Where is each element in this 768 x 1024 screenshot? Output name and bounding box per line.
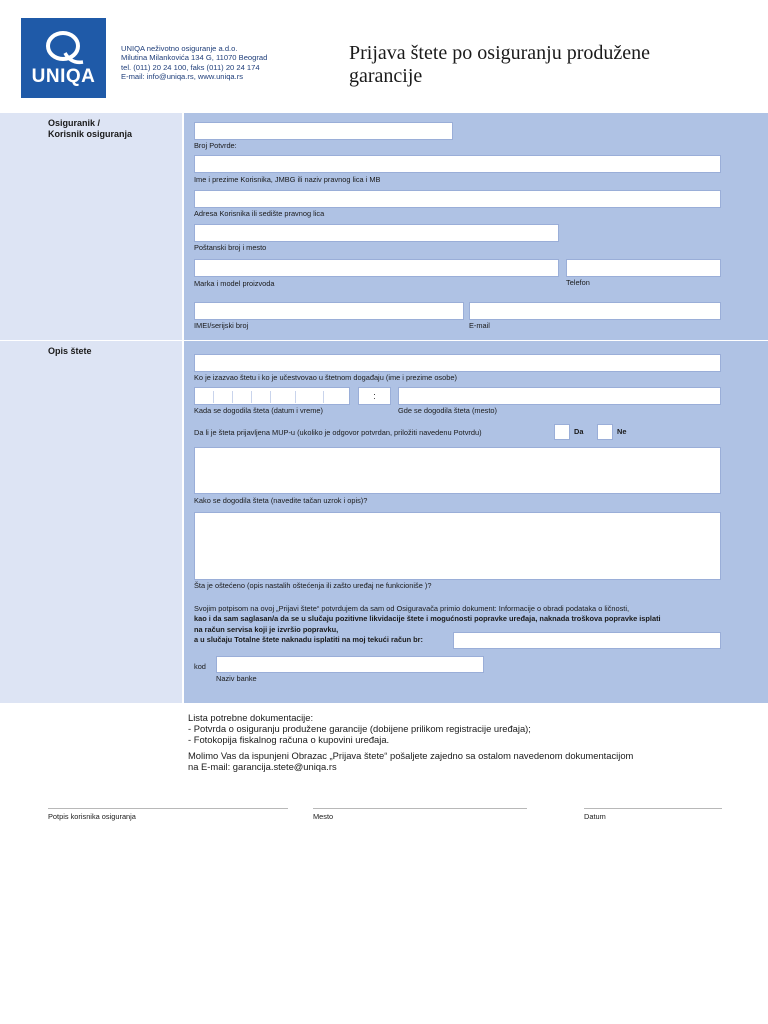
imei-serial-label: IMEI/serijski broj	[194, 321, 249, 330]
company-address: Milutina Milankovića 134 G, 11070 Beograd	[121, 53, 268, 63]
where-label: Gde se dogodila šteta (mesto)	[398, 406, 498, 415]
submission-note-line-2: na E-mail: garancija.stete@uniqa.rs	[188, 761, 337, 773]
bank-name-label: Naziv banke	[216, 674, 257, 683]
section-title-insured-line-1: Osiguranik /	[48, 118, 101, 128]
product-model-label: Marka i model proizvoda	[194, 279, 275, 288]
email-label: E-mail	[469, 321, 490, 330]
section-separator	[0, 340, 768, 341]
date-digit-divider	[323, 391, 324, 403]
postal-city-input[interactable]	[194, 224, 559, 242]
date-digit-divider	[270, 391, 271, 403]
signature-line[interactable]	[48, 808, 288, 809]
company-info	[121, 44, 267, 82]
product-model-input[interactable]	[194, 259, 559, 277]
when-label: Kada se dogodila šteta (datum i vreme)	[194, 406, 323, 415]
date-digit-divider	[295, 391, 296, 403]
date-line[interactable]	[584, 808, 722, 809]
name-jmbg-input[interactable]	[194, 155, 721, 173]
imei-serial-input[interactable]	[194, 302, 464, 320]
section-title-insured	[48, 118, 132, 140]
how-it-happened-textarea[interactable]	[194, 447, 721, 494]
cause-person-label: Ko je izazvao štetu i ko je učestvovao u štetnom događaju (ime i prezime osobe)	[194, 373, 457, 382]
address-label: Adresa Korisnika ili sedište pravnog lica	[194, 209, 325, 218]
phone-label: Telefon	[566, 278, 590, 287]
kod-label: kod	[194, 662, 206, 671]
logo-q-mark-icon	[21, 18, 106, 68]
police-yes-checkbox[interactable]	[554, 424, 570, 440]
company-email: E-mail: info@uniqa.rs, www.uniqa.rs	[121, 72, 244, 82]
declaration-line-2: kao i da sam saglasan/a da se u slučaju pozitivne likvidacije štete i mogućnosti popravke uređaja, naknada troškova popravke isplati	[194, 614, 661, 624]
documentation-block	[188, 713, 748, 773]
bank-name-input[interactable]	[216, 656, 484, 673]
section-title-damage: Opis štete	[48, 346, 92, 356]
signature-label: Potpis korisnika osiguranja	[48, 812, 136, 821]
damage-description-label: Šta je oštećeno (opis nastalih oštećenja ili zašto uređaj ne funkcioniše )?	[194, 581, 432, 590]
section-title-insured-line-2: Korisnik osiguranja	[48, 129, 133, 139]
confirmation-number-label: Broj Potvrde:	[194, 141, 237, 150]
confirmation-number-input[interactable]	[194, 122, 453, 140]
where-input[interactable]	[398, 387, 721, 405]
document-title-line-2: garancije	[349, 65, 423, 87]
time-separator: :	[373, 391, 376, 401]
company-name: UNIQA neživotno osiguranje a.d.o.	[121, 44, 238, 53]
documentation-item: - Fotokopija fiskalnog računa o kupovini uređaja.	[188, 733, 390, 745]
phone-input[interactable]	[566, 259, 721, 277]
company-phone: tel. (011) 20 24 100, faks (011) 20 24 174	[121, 62, 260, 72]
date-input[interactable]	[194, 387, 350, 405]
time-input[interactable]	[358, 387, 391, 405]
submission-note-line-1: Molimo Vas da ispunjeni Obrazac „Prijava štete“ pošaljete zajedno sa ostalom navedenom dokumentacijom	[188, 750, 634, 762]
date-digit-divider	[232, 391, 233, 403]
section-label-column	[0, 113, 182, 703]
logo-text: UNIQA	[31, 66, 96, 87]
cause-person-input[interactable]	[194, 354, 721, 372]
bank-account-input[interactable]	[453, 632, 721, 649]
place-line[interactable]	[313, 808, 527, 809]
declaration-line-1: Svojim potpisom na ovoj „Prijavi štete“ potvrdujem da sam od Osiguravača primio dokument: Informacije o obradi podataka o ličnosti,	[194, 604, 630, 613]
damage-description-textarea[interactable]	[194, 512, 721, 580]
how-it-happened-label: Kako se dogodila šteta (navedite tačan uzrok i opis)?	[194, 496, 368, 505]
date-digit-divider	[213, 391, 214, 403]
uniqa-logo	[21, 18, 106, 98]
declaration-line-3: na račun servisa koji je izvršio popravku,	[194, 624, 339, 634]
documentation-heading: Lista potrebne dokumentacije:	[188, 712, 314, 723]
declaration-line-4: a u slučaju Totalne štete naknadu isplatiti na moj tekući račun br:	[194, 634, 424, 644]
police-no-label: Ne	[617, 427, 627, 436]
postal-city-label: Poštanski broj i mesto	[194, 243, 267, 252]
name-jmbg-label: Ime i prezime Korisnika, JMBG ili naziv pravnog lica i MB	[194, 175, 381, 184]
address-input[interactable]	[194, 190, 721, 208]
police-report-question: Da li je šteta prijavljena MUP-u (ukoliko je odgovor potvrdan, priložiti navedenu Potvrdu)	[194, 428, 482, 437]
email-input[interactable]	[469, 302, 721, 320]
place-label: Mesto	[313, 812, 334, 821]
police-yes-label: Da	[574, 427, 584, 436]
documentation-item: - Potvrda o osiguranju produžene garancije (dobijene prilikom registracije uređaja);	[188, 722, 531, 734]
date-digit-divider	[251, 391, 252, 403]
document-title	[349, 42, 749, 88]
date-label: Datum	[584, 812, 606, 821]
document-title-line-1: Prijava štete po osiguranju produžene	[349, 42, 651, 64]
police-no-checkbox[interactable]	[597, 424, 613, 440]
